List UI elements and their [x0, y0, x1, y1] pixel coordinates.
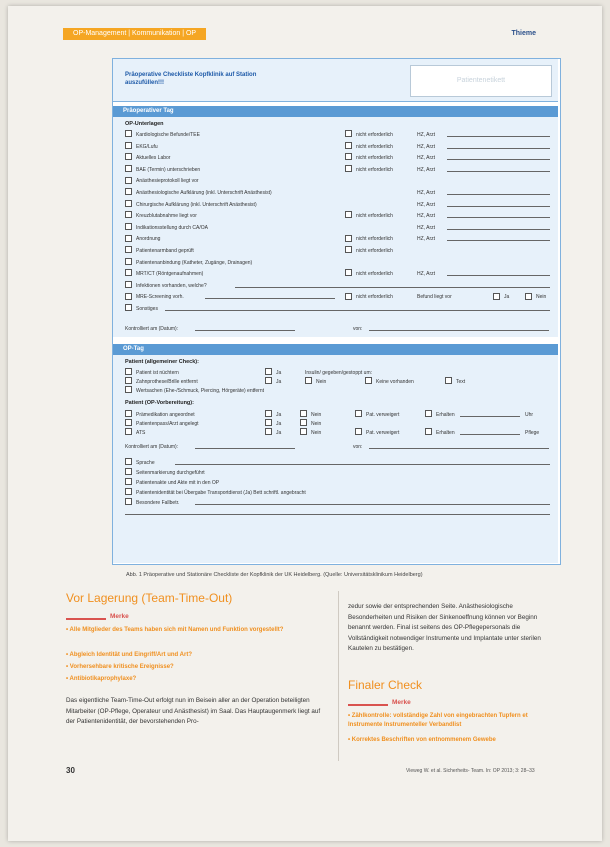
- premed-refused-checkbox[interactable]: [355, 410, 362, 417]
- preop-item-row: [125, 166, 550, 174]
- mre-yes-checkbox[interactable]: [493, 293, 500, 300]
- not-required-checkbox[interactable]: [345, 153, 352, 160]
- preop-item-row: [125, 293, 550, 301]
- preop-item-checkbox[interactable]: [125, 130, 132, 137]
- yes-label: Ja: [276, 379, 282, 385]
- premed-no-checkbox[interactable]: [300, 410, 307, 417]
- valuables-checkbox[interactable]: [125, 386, 132, 393]
- insulin-label: Insulin/ gegeben/gestoppt um:: [305, 370, 372, 376]
- none-present-checkbox[interactable]: [365, 377, 372, 384]
- special-checkbox[interactable]: [125, 498, 132, 505]
- yes-label: Ja: [276, 430, 282, 436]
- row-language: [125, 459, 550, 467]
- control-date-label: Kontrolliert am (Datum):: [125, 326, 179, 332]
- signature-label: HZ, Arzt: [417, 201, 436, 208]
- left-merke: Merke: [110, 613, 129, 620]
- row-side-marking: [125, 469, 550, 477]
- preop-item-checkbox[interactable]: [125, 142, 132, 149]
- preop-item-row: [125, 282, 550, 290]
- right-merke: Merke: [392, 699, 411, 706]
- special-line[interactable]: [195, 504, 550, 505]
- not-required-checkbox[interactable]: [345, 211, 352, 218]
- signature-label: HZ, Arzt: [417, 213, 436, 220]
- received-label: Erhalten: [436, 430, 455, 436]
- not-required-label: nicht erforderlich: [356, 143, 393, 150]
- right-paragraph: zedur sowie der entsprechenden Seite. Anästhesiologische Besonderheiten und Risiken der Sinkenoeffnung können vor Beginn benannt werden. Final ist seitens des OP-Pflegepersonals die Vollständigkeit notwendiger Instrumente und Implantate unter sterilen Kautelen zu bestätigen.: [348, 603, 541, 652]
- signature-label: HZ, Arzt: [417, 236, 436, 243]
- signature-line[interactable]: [447, 240, 550, 241]
- signature-line[interactable]: [447, 194, 550, 195]
- preop-item-row: [125, 235, 550, 243]
- prosthesis-checkbox[interactable]: [125, 377, 132, 384]
- left-merke-bar: [66, 618, 106, 620]
- prosthesis-yes-checkbox[interactable]: [265, 377, 272, 384]
- fasting-label: Patient ist nüchtern: [136, 370, 179, 376]
- not-required-label: nicht erforderlich: [356, 166, 393, 173]
- preop-item-row: [125, 131, 550, 139]
- signature-line[interactable]: [447, 275, 550, 276]
- preop-item-label: Chirurgische Aufklärung (inkl. Unterschrift Anästhesist): [136, 201, 257, 208]
- preop-item-checkbox[interactable]: [125, 246, 132, 253]
- fasting-yes-checkbox[interactable]: [265, 368, 272, 375]
- side-marking-checkbox[interactable]: [125, 468, 132, 475]
- text-label: Text: [456, 379, 466, 385]
- mre-line[interactable]: [205, 298, 335, 299]
- signature-label: HZ, Arzt: [417, 166, 436, 173]
- row-fasting: [125, 369, 550, 377]
- premed-received-checkbox[interactable]: [425, 410, 432, 417]
- clock-label: Uhr: [525, 412, 534, 418]
- preop-item-row: [125, 247, 550, 255]
- not-required-label: nicht erforderlich: [356, 236, 393, 243]
- preop-item-label: MRE-Screening vorh.: [136, 294, 184, 301]
- mre-no-checkbox[interactable]: [525, 293, 532, 300]
- ats-yes-checkbox[interactable]: [265, 428, 272, 435]
- premed-time-line[interactable]: [460, 416, 520, 417]
- not-required-label: nicht erforderlich: [356, 294, 393, 301]
- patient-general-title: Patient (allgemeiner Check):: [125, 359, 199, 365]
- preop-item-checkbox[interactable]: [125, 200, 132, 207]
- ats-received-checkbox[interactable]: [425, 428, 432, 435]
- signature-label: HZ, Arzt: [417, 190, 436, 196]
- valuables-label: Wertsachen (Ehe-/Schmuck, Piercing, Hörgeräte) entfernt: [136, 388, 265, 394]
- preop-item-label: MRT/CT (Röntgenaufnahmen): [136, 271, 204, 278]
- special-label: Besondere Fallbetr.: [136, 500, 180, 506]
- citation-footer: Vieweg W. et al. Sicherheits- Team. In: OP 2013; 3: 28–33: [406, 768, 535, 774]
- not-required-label: nicht erforderlich: [356, 213, 393, 220]
- not-required-checkbox[interactable]: [345, 269, 352, 276]
- yes-label: Ja: [276, 370, 282, 376]
- left-bullet-1-text: Alle Mitglieder des Teams haben sich mit Namen und Funktion vorgestellt?: [69, 627, 284, 633]
- prosthesis-no-checkbox[interactable]: [305, 377, 312, 384]
- not-required-checkbox[interactable]: [345, 235, 352, 242]
- preop-item-label: Anästhesieprotokoll liegt vor: [136, 178, 199, 185]
- preop-item-row: [125, 143, 550, 151]
- none-present-label: Keine vorhanden: [376, 379, 414, 385]
- control-date-label: Kontrolliert am (Datum):: [125, 444, 179, 450]
- preop-item-row: [125, 305, 550, 313]
- language-line[interactable]: [175, 464, 550, 465]
- premed-yes-checkbox[interactable]: [265, 410, 272, 417]
- preop-item-label: Anordnung: [136, 236, 161, 243]
- preop-item-label: Kardiologische Befunde/TEE: [136, 132, 200, 138]
- premed-checkbox[interactable]: [125, 410, 132, 417]
- no-label: Nein: [536, 294, 547, 301]
- no-label: Nein: [311, 412, 322, 418]
- section-tag: OP-Management | Kommunikation | OP: [63, 28, 206, 40]
- not-required-checkbox[interactable]: [345, 293, 352, 300]
- yes-label: Ja: [504, 294, 510, 301]
- preop-item-checkbox[interactable]: [125, 269, 132, 276]
- received-label: Erhalten: [436, 412, 455, 418]
- preop-item-label: Infektionen vorhanden, welche?: [136, 282, 207, 289]
- row-valuables: [125, 387, 550, 395]
- row-special: [125, 499, 550, 507]
- row-ats: [125, 429, 550, 437]
- preop-item-row: [125, 189, 550, 197]
- identity-label: Patientenidentität bei Übergabe Transportdienst (Ja) Bett schriftl. angebracht: [136, 490, 306, 496]
- preop-control-row: [125, 325, 550, 333]
- patient-label-box: Patientenetikett: [410, 65, 552, 97]
- signature-line[interactable]: [447, 171, 550, 172]
- preop-item-checkbox[interactable]: [125, 281, 132, 288]
- row-patient-file: [125, 479, 550, 487]
- language-checkbox[interactable]: [125, 458, 132, 465]
- prosthesis-label: Zahnprothese/Brille entfernt: [136, 379, 198, 385]
- not-required-checkbox[interactable]: [345, 130, 352, 137]
- not-required-checkbox[interactable]: [345, 165, 352, 172]
- left-paragraph: Das eigentliche Team-Time-Out erfolgt nun im Beisein aller an der Operation beteiligten Mitarbeiter (OP-Pflege, Operateur und Anästhesist) im Saal. Das Hauptaugenmerk liegt auf der Patientenidentität, der bevorstehenden Pro-: [66, 697, 321, 725]
- pass-checkbox[interactable]: [125, 419, 132, 426]
- patient-prep-title: Patient (OP-Vorbereitung):: [125, 400, 194, 406]
- preop-item-label: Sonstiges: [136, 306, 158, 312]
- right-bullet-1-text: Zählkontrolle: vollständige Zahl von eingebrachten Tupfern et Instrumente Instrumenteller Verbandlist: [348, 713, 528, 728]
- signature-label: Befund liegt vor: [417, 294, 452, 301]
- preop-item-checkbox[interactable]: [125, 177, 132, 184]
- not-required-label: nicht erforderlich: [356, 271, 393, 278]
- control-by-line[interactable]: [369, 330, 549, 331]
- signature-line[interactable]: [447, 217, 550, 218]
- column-divider: [338, 591, 339, 761]
- signature-label: HZ, Arzt: [417, 224, 436, 231]
- language-label: Sprache: [136, 460, 155, 466]
- op-documents-title: OP-Unterlagen: [125, 121, 164, 127]
- pass-no-checkbox[interactable]: [300, 419, 307, 426]
- preop-item-label: Aktuelles Labor: [136, 155, 171, 162]
- opday-control-row: [125, 443, 550, 451]
- preop-item-label: Kreuzblutabnahme liegt vor: [136, 213, 197, 220]
- right-heading: Finaler Check: [348, 678, 423, 692]
- section-preop-body: [113, 117, 558, 337]
- preop-item-checkbox[interactable]: [125, 258, 132, 265]
- refused-label: Pat. verweigert: [366, 430, 400, 436]
- preop-item-row: [125, 212, 550, 220]
- preop-item-checkbox[interactable]: [125, 235, 132, 242]
- signature-label: HZ, Arzt: [417, 155, 436, 162]
- control-date-line[interactable]: [195, 330, 295, 331]
- not-required-label: nicht erforderlich: [356, 132, 393, 138]
- signature-label: HZ, Arzt: [417, 132, 436, 138]
- page-number: 30: [66, 766, 75, 775]
- preop-item-label: Patientenanbindung (Katheter, Zugänge, Drainagen): [136, 259, 253, 266]
- figure-caption: Abb. 1 Präoperative und Stationäre Checkliste der Kopfklinik der UK Heidelberg. (Quelle: Universitätsklinikum Heidelberg): [126, 572, 423, 578]
- pass-label: Patientenpass/Arzt angelegt: [136, 421, 199, 427]
- preop-item-row: [125, 259, 550, 267]
- right-merke-bar: [348, 704, 388, 706]
- control-by-line[interactable]: [369, 448, 549, 449]
- ats-no-checkbox[interactable]: [300, 428, 307, 435]
- special-extra-line[interactable]: [125, 514, 550, 515]
- care-label: Pflege: [525, 430, 540, 436]
- right-bullet-2: • Korrektes Beschriften von entnommenem Gewebe: [348, 737, 496, 743]
- no-label: Nein: [316, 379, 327, 385]
- signature-line[interactable]: [447, 159, 550, 160]
- other-line[interactable]: [165, 310, 550, 311]
- right-bullet-1: • Zählkontrolle: vollständige Zahl von eingebrachten Tupfern et Instrumente Instrumenteller Verbandlist: [348, 713, 528, 728]
- row-premedication: [125, 411, 550, 419]
- form-title: Präoperative Checkliste Kopfklinik auf Station auszufüllen!!!: [125, 72, 257, 86]
- section-opday-body: [113, 355, 558, 563]
- section-preop-bar: Präoperativer Tag: [113, 106, 558, 117]
- ats-time-line[interactable]: [460, 434, 520, 435]
- form-header: [113, 59, 558, 102]
- row-identity: [125, 489, 550, 497]
- patient-file-label: Patientenakte und Akte mit in den OP: [136, 480, 220, 486]
- checklist-form: [112, 58, 561, 565]
- signature-label: HZ, Arzt: [417, 271, 436, 278]
- preop-item-label: Patientenarmband geprüft: [136, 248, 194, 254]
- signature-line[interactable]: [447, 136, 550, 137]
- left-bullet-2-text: Abgleich Identität und Eingriff/Art und Art?: [69, 652, 192, 658]
- signature-line[interactable]: [447, 148, 550, 149]
- preop-item-row: [125, 154, 550, 162]
- no-label: Nein: [311, 421, 322, 427]
- ats-label: ATS: [136, 430, 146, 436]
- control-by-label: von:: [353, 326, 363, 332]
- preop-item-checkbox[interactable]: [125, 293, 132, 300]
- right-bullet-2-text: Korrektes Beschriften von entnommenem Gewebe: [351, 737, 496, 743]
- left-heading: Vor Lagerung (Team-Time-Out): [66, 591, 233, 605]
- preop-item-checkbox[interactable]: [125, 211, 132, 218]
- left-bullet-2: • Abgleich Identität und Eingriff/Art und Art?: [66, 652, 192, 658]
- patient-file-checkbox[interactable]: [125, 478, 132, 485]
- preop-item-row: [125, 224, 550, 232]
- control-by-label: von:: [353, 444, 363, 450]
- signature-line[interactable]: [447, 206, 550, 207]
- ats-checkbox[interactable]: [125, 428, 132, 435]
- preop-item-row: [125, 270, 550, 278]
- yes-label: Ja: [276, 412, 282, 418]
- preop-item-label: EKG/Lufu: [136, 143, 158, 150]
- premed-label: Prämedikation angeordnet: [136, 412, 195, 418]
- side-marking-label: Seitenmarkierung durchgeführt: [136, 470, 205, 476]
- no-label: Nein: [311, 430, 322, 436]
- not-required-checkbox[interactable]: [345, 142, 352, 149]
- preop-item-checkbox[interactable]: [125, 188, 132, 195]
- preop-item-checkbox[interactable]: [125, 304, 132, 311]
- preop-item-label: Anästhesiologische Aufklärung (inkl. Unterschrift Anästhesist): [136, 190, 272, 196]
- preop-item-checkbox[interactable]: [125, 165, 132, 172]
- journal-page: [8, 6, 602, 841]
- row-patient-pass: [125, 420, 550, 428]
- preop-item-row: [125, 177, 550, 185]
- publisher-logo: Thieme: [511, 30, 536, 37]
- pass-yes-checkbox[interactable]: [265, 419, 272, 426]
- row-special-extra: [125, 509, 550, 517]
- preop-item-checkbox[interactable]: [125, 223, 132, 230]
- section-opday-bar: OP-Tag: [113, 344, 558, 355]
- preop-item-checkbox[interactable]: [125, 153, 132, 160]
- text-checkbox[interactable]: [445, 377, 452, 384]
- fasting-checkbox[interactable]: [125, 368, 132, 375]
- row-prosthesis: [125, 378, 550, 386]
- left-bullet-1: • Alle Mitglieder des Teams haben sich mit Namen und Funktion vorgestellt?: [66, 627, 284, 633]
- infection-line[interactable]: [235, 287, 550, 288]
- ats-refused-checkbox[interactable]: [355, 428, 362, 435]
- left-bullet-3: • Vorhersehbare kritische Ereignisse?: [66, 664, 174, 670]
- signature-label: HZ, Arzt: [417, 143, 436, 150]
- left-bullet-4-text: Antibiotikaprophylaxe?: [69, 676, 137, 682]
- yes-label: Ja: [276, 421, 282, 427]
- identity-checkbox[interactable]: [125, 488, 132, 495]
- preop-item-label: BAE (Termin) unterschrieben: [136, 166, 201, 173]
- preop-item-label: Indikationsstellung durch CA/OA: [136, 224, 208, 231]
- refused-label: Pat. verweigert: [366, 412, 400, 418]
- not-required-checkbox[interactable]: [345, 246, 352, 253]
- preop-item-row: [125, 201, 550, 209]
- control-date-line[interactable]: [195, 448, 295, 449]
- left-bullet-4: • Antibiotikaprophylaxe?: [66, 676, 137, 682]
- not-required-label: nicht erforderlich: [356, 155, 393, 162]
- left-bullet-3-text: Vorhersehbare kritische Ereignisse?: [69, 664, 174, 670]
- signature-line[interactable]: [447, 229, 550, 230]
- not-required-label: nicht erforderlich: [356, 248, 393, 254]
